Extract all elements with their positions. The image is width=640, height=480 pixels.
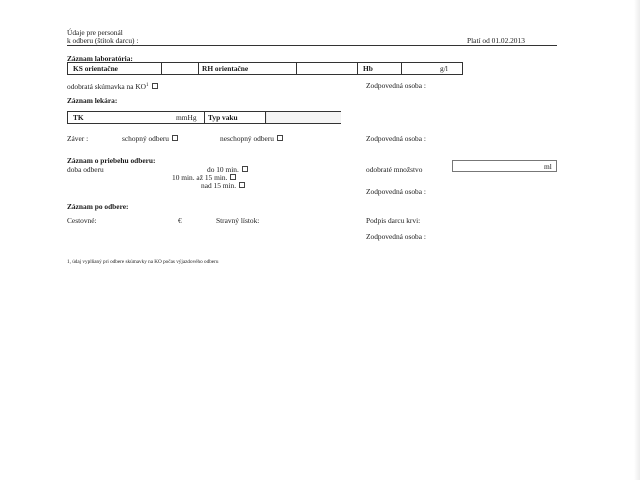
lab-responsible: Zodpovedná osoba : <box>366 81 426 90</box>
duration-option-3 <box>201 181 245 190</box>
lab-cell-divider <box>161 63 162 74</box>
hb-label: Hb <box>363 64 373 73</box>
amount-unit: ml <box>544 162 552 171</box>
conclusion-label: Záver : <box>67 134 89 143</box>
currency-symbol: € <box>178 216 182 225</box>
lab-cell-divider <box>296 63 297 74</box>
unfit-option <box>220 134 283 143</box>
bag-type-redacted <box>266 112 341 123</box>
signature-label: Podpis darcu krvi: <box>366 216 421 225</box>
duration-option-3-checkbox[interactable] <box>239 182 245 188</box>
course-title: Záznam o priebehu odberu: <box>67 156 156 165</box>
duration-option-2-checkbox[interactable] <box>230 174 236 180</box>
after-title: Záznam po odbere: <box>67 202 129 211</box>
after-responsible: Zodpovedná osoba : <box>366 232 426 241</box>
scan-edge-shadow <box>634 0 640 480</box>
fit-option <box>122 134 178 143</box>
fit-checkbox[interactable] <box>172 135 178 141</box>
tk-label: TK <box>73 113 84 122</box>
amount-field[interactable] <box>452 160 557 172</box>
duration-option-3-label: nad 15 min. <box>201 181 237 190</box>
sample-taken-label <box>67 81 158 91</box>
ks-label: KS orientačne <box>73 64 118 73</box>
unfit-label: neschopný odberu <box>220 134 274 143</box>
footnote: 1, údaj vyplňaný pri odbere skúmavky na KO počas výjazdového odberu <box>67 259 219 265</box>
doctor-title: Záznam lekára: <box>67 96 118 105</box>
unfit-checkbox[interactable] <box>277 135 283 141</box>
sample-taken-checkbox[interactable] <box>152 83 158 89</box>
meal-voucher-label: Stravný lístok: <box>216 216 260 225</box>
rh-label: RH orientačne <box>202 64 249 73</box>
tk-unit: mmHg <box>176 113 197 122</box>
doctor-responsible: Zodpovedná osoba : <box>366 134 426 143</box>
doctor-cell-divider <box>204 112 205 123</box>
hb-unit: g/l <box>440 64 448 73</box>
fit-label: schopný odberu <box>122 134 170 143</box>
travel-label: Cestovné: <box>67 216 97 225</box>
lab-title: Záznam laboratória: <box>67 54 133 63</box>
duration-option-1-label: do 10 min. <box>207 165 239 174</box>
duration-label: doba odberu <box>67 165 104 174</box>
header-line-1: Údaje pre personál <box>67 28 123 37</box>
header-divider <box>67 45 557 46</box>
lab-cell-divider <box>401 63 402 74</box>
lab-table <box>67 62 463 75</box>
duration-option-2-label: 10 min. až 15 min. <box>172 173 228 182</box>
sample-taken-text: odobratá skúmavka na KO <box>67 82 147 91</box>
footnote-marker: 1 <box>146 83 149 88</box>
duration-option-1-checkbox[interactable] <box>242 166 248 172</box>
valid-from: Platí od 01.02.2013 <box>467 36 525 45</box>
bag-type-label: Typ vaku <box>208 113 238 122</box>
lab-cell-divider <box>198 63 199 74</box>
amount-label: odobraté množstvo <box>366 165 423 174</box>
course-responsible: Zodpovedná osoba : <box>366 187 426 196</box>
lab-cell-divider <box>357 63 358 74</box>
header-line-2: k odberu (štítok darcu) : <box>67 36 139 45</box>
